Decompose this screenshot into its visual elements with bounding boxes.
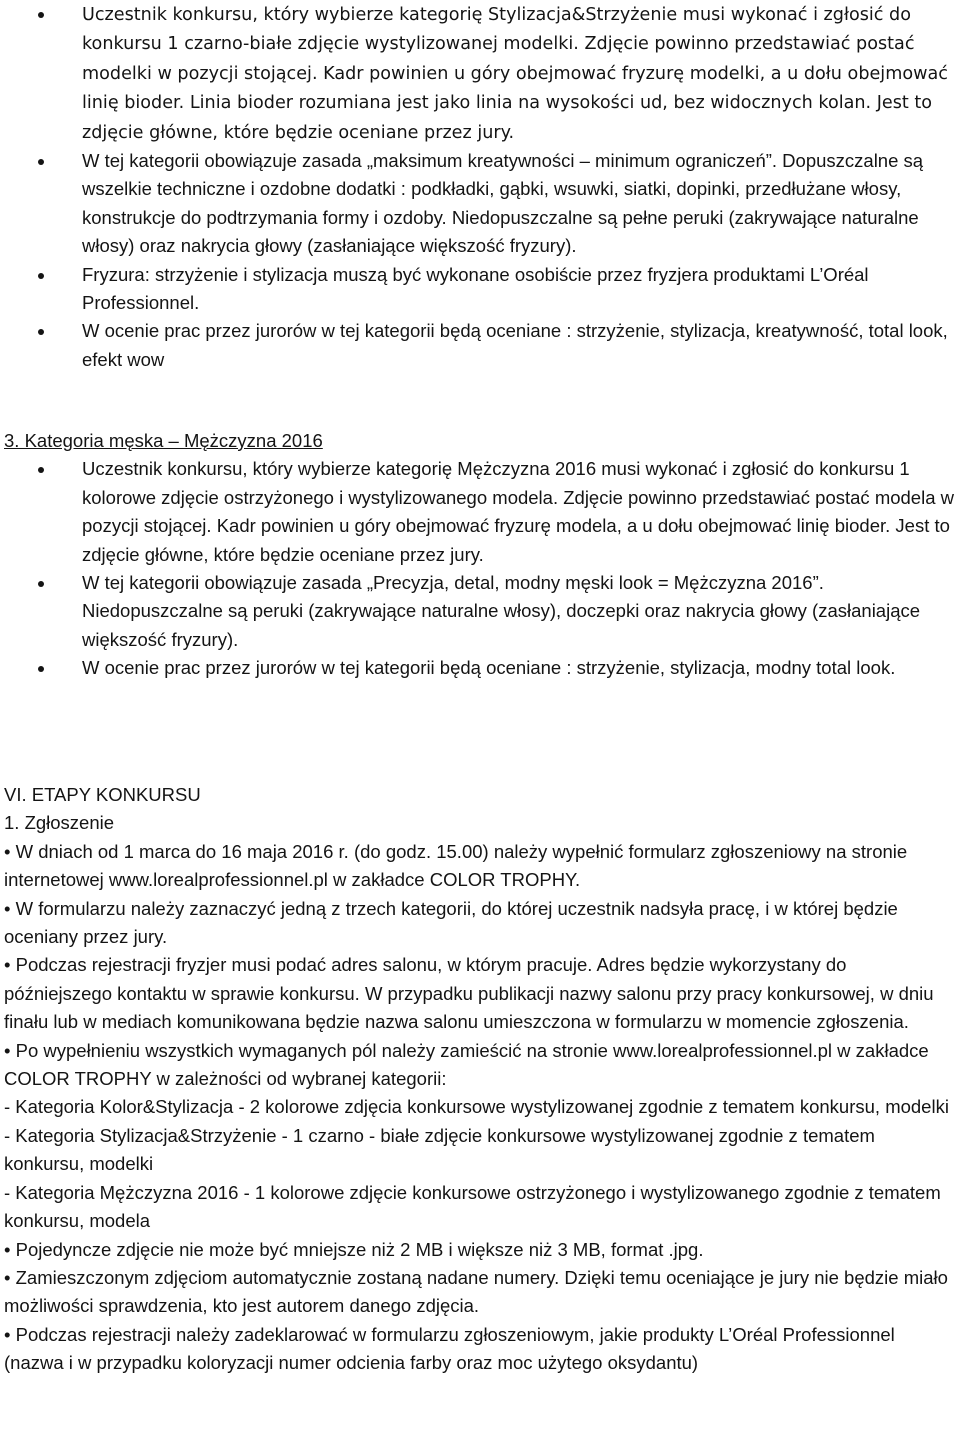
paragraph: • Po wypełnieniu wszystkich wymaganych pól należy zamieścić na stronie www.lorealprofessionnel.pl w zakładce COLOR TROPHY w zależności od wybranej kategorii: xyxy=(4,1039,929,1090)
list-item: Uczestnik konkursu, który wybierze kategorię Stylizacja&Strzyżenie musi wykonać i zgłosić do konkursu 1 czarno-białe zdjęcie wystylizowanej modelki. Zdjęcie powinno przedstawiać postać modelki w pozycji stojącej. Kadr powinien u góry obejmować fryzurę modelki, a u dołu obejmować linię bioder. Linia bioder rozumiana jest jako linia na wysokości ud, bez widocznych kolan. Jest to zdjęcie główne, które będzie oceniane przez jury. xyxy=(0,0,960,147)
list-item: W ocenie prac przez jurorów w tej kategorii będą oceniane : strzyżenie, stylizacja, kreatywność, total look, efekt wow xyxy=(0,317,960,374)
paragraph: • Pojedyncze zdjęcie nie może być mniejsze niż 2 MB i większe niż 3 MB, format .jpg. xyxy=(4,1238,704,1260)
list-item: Fryzura: strzyżenie i stylizacja muszą być wykonane osobiście przez fryzjera produktami L’Oréal Professionnel. xyxy=(0,261,960,318)
list-item: W ocenie prac przez jurorów w tej kategorii będą oceniane : strzyżenie, stylizacja, modny total look. xyxy=(0,654,960,682)
section-stages xyxy=(4,781,956,1378)
list-item: W tej kategorii obowiązuje zasada „maksimum kreatywności – minimum ograniczeń”. Dopuszczalne są wszelkie techniczne i ozdobne dodatki : podkładki, gąbki, wsuwki, siatki, dopinki, przedłużane włosy, konstrukcje do podtrzymania formy i ozdoby. Niedopuszczalne są pełne peruki (zakrywające naturalne włosy) oraz nakrycia głowy (zasłaniające większość fryzury). xyxy=(0,147,960,261)
bullet-list xyxy=(0,455,960,682)
paragraph: • Zamieszczonym zdjęciom automatycznie zostaną nadane numery. Dzięki temu oceniające je jury nie będzie miało możliwości sprawdzenia, kto jest autorem danego zdjęcia. xyxy=(4,1266,948,1317)
list-item: W tej kategorii obowiązuje zasada „Precyzja, detal, modny męski look = Mężczyzna 2016”. Niedopuszczalne są peruki (zakrywające naturalne włosy), doczepki oraz nakrycia głowy (zasłaniające większość fryzury). xyxy=(0,569,960,654)
paragraph: • W formularzu należy zaznaczyć jedną z trzech kategorii, do której uczestnik nadsyła pracę, i w której będzie oceniany przez jury. xyxy=(4,897,898,948)
subsection-heading: 1. Zgłoszenie xyxy=(4,812,115,834)
paragraph: - Kategoria Kolor&Stylizacja - 2 kolorowe zdjęcia konkursowe wystylizowanej zgodnie z tematem konkursu, modelki xyxy=(4,1096,949,1118)
section-heading: 3. Kategoria męska – Mężczyzna 2016 xyxy=(4,430,323,451)
bullet-list xyxy=(0,0,960,374)
paragraph: - Kategoria Mężczyzna 2016 - 1 kolorowe zdjęcie konkursowe ostrzyżonego i wystylizowanego zgodnie z tematem konkursu, modela xyxy=(4,1181,941,1232)
paragraph: - Kategoria Stylizacja&Strzyżenie - 1 czarno - białe zdjęcie konkursowe wystylizowanej zgodnie z tematem konkursu, modelki xyxy=(4,1124,875,1175)
section-heading: VI. ETAPY KONKURSU xyxy=(4,784,201,805)
paragraph: • W dniach od 1 marca do 16 maja 2016 r. (do godz. 15.00) należy wypełnić formularz zgłoszeniowy na stronie internetowej www.lorealprofessionnel.pl w zakładce COLOR TROPHY. xyxy=(4,840,908,891)
list-item: Uczestnik konkursu, który wybierze kategorię Mężczyzna 2016 musi wykonać i zgłosić do konkursu 1 kolorowe zdjęcie ostrzyżonego i wystylizowanego modela. Zdjęcie powinno przedstawiać postać modela w pozycji stojącej. Kadr powinien u góry obejmować fryzurę modela, a u dołu obejmować linię bioder. Jest to zdjęcie główne, które będzie oceniane przez jury. xyxy=(0,455,960,569)
paragraph: • Podczas rejestracji należy zadeklarować w formularzu zgłoszeniowym, jakie produkty L’Oréal Professionnel (nazwa i w przypadku koloryzacji numer odcienia farby oraz moc użytego oksydantu) xyxy=(4,1323,895,1374)
section-men-category xyxy=(0,427,960,683)
paragraph: • Podczas rejestracji fryzjer musi podać adres salonu, w którym pracuje. Adres będzie wykorzystany do późniejszego kontaktu w sprawie konkursu. W przypadku publikacji nazwy salonu przy pracy konkursowej, w dniu finału lub w mediach komunikowana będzie nazwa salonu umieszczona w formularzu w momencie zgłoszenia. xyxy=(4,954,934,1033)
section-stylizacja xyxy=(0,0,960,374)
